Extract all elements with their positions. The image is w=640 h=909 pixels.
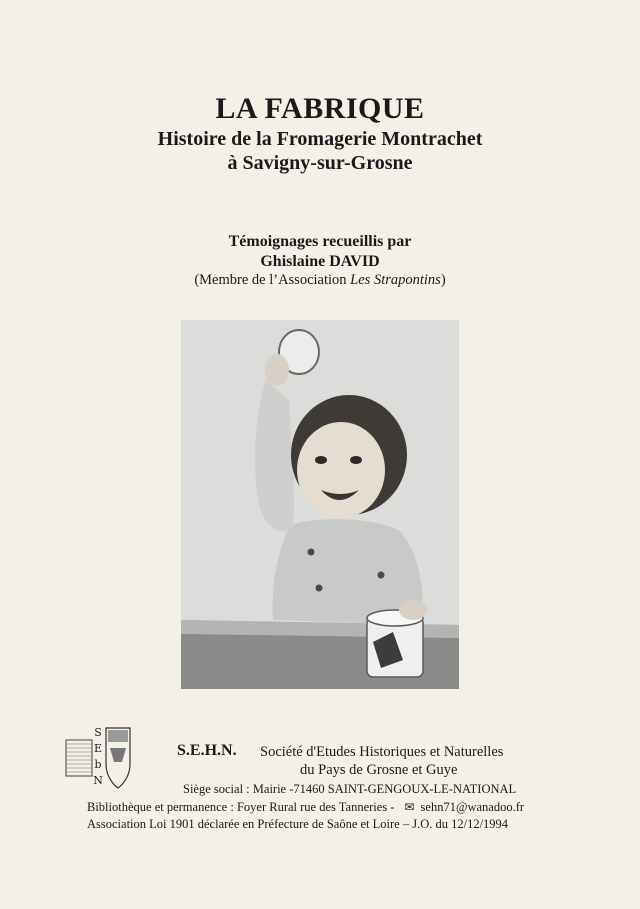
subtitle-line-1: Histoire de la Fromagerie Montrachet <box>157 128 483 150</box>
society-acronym: S.E.H.N. <box>177 742 237 759</box>
society-name-line-1: Société d'Etudes Historiques et Naturelles <box>260 744 504 760</box>
subtitle-line-2: à Savigny-sur-Grosne <box>227 152 413 174</box>
logo-letter-b: b <box>94 758 102 771</box>
logo-letter-n: N <box>93 774 103 787</box>
author-affiliation <box>0 272 640 289</box>
author-name: Ghislaine DAVID <box>260 253 380 270</box>
library-address: Bibliothèque et permanence : Foyer Rural rue des Tanneries - <box>87 800 395 814</box>
library-info <box>87 800 524 815</box>
child-holding-cheese-photo-icon <box>181 320 459 689</box>
contact-email[interactable]: sehn71@wanadoo.fr <box>420 800 525 814</box>
logo-letter-s: S <box>94 726 102 739</box>
mail-icon: ✉ <box>404 800 415 814</box>
cover-photo <box>181 320 459 689</box>
credit-intro: Témoignages recueillis par <box>228 233 412 250</box>
affiliation-prefix: (Membre de l’Association <box>194 272 351 288</box>
sehn-crest-logo-icon <box>62 722 134 794</box>
association-registration: Association Loi 1901 déclarée en Préfecture de Saône et Loire – J.O. du 12/12/1994 <box>87 817 509 831</box>
document-title: LA FABRIQUE <box>215 92 425 125</box>
affiliation-suffix: ) <box>440 272 446 288</box>
logo-letter-e: E <box>93 742 103 755</box>
head-office-address: Siège social : Mairie -71460 SAINT-GENGOUX-LE-NATIONAL <box>183 782 517 796</box>
society-name-line-2: du Pays de Grosne et Guye <box>300 762 458 778</box>
association-name: Les Strapontins <box>350 272 441 288</box>
